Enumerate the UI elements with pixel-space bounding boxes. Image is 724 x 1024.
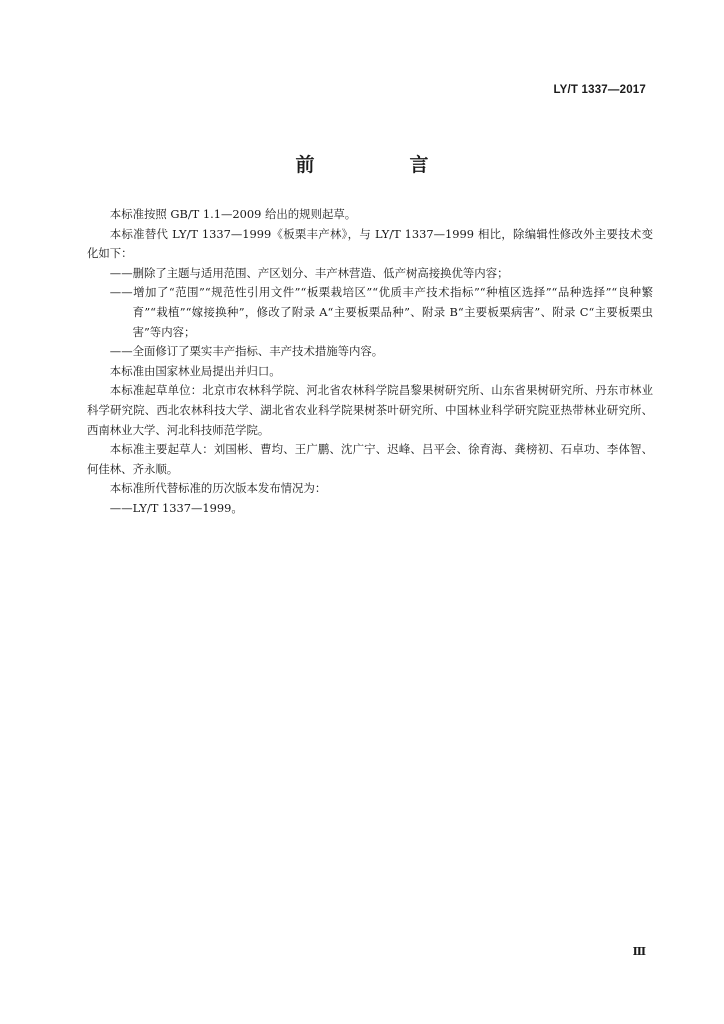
paragraph-drafting-units: 本标准起草单位：北京市农林科学院、河北省农林科学院昌黎果树研究所、山东省果树研究所、丹东市林业科学研究院、西北农林科技大学、湖北省农业科学院果树茶叶研究所、中国林业科学研究院亚热带林业研究所、西南林业大学、河北科技师范学院。 — [87, 383, 653, 437]
paragraph-history-intro: 本标准所代替标准的历次版本发布情况为： — [109, 481, 327, 496]
paragraph-proposed-by: 本标准由国家林业局提出并归口。 — [109, 363, 281, 378]
document-body — [87, 205, 653, 519]
paragraph-drafters: 本标准主要起草人：刘国彬、曹均、王广鹏、沈广宁、迟峰、吕平会、徐育海、龚榜初、石卓功、李体智、何佳林、齐永顺。 — [87, 442, 653, 476]
change-item-added: ——增加了“范围”“规范性引用文件”“板栗栽培区”“优质丰产技术指标”“种植区选择”“品种选择”“良种繁育”“栽植”“嫁接换种”，修改了附录 A“主要板栗品种”、附录 B“主要板栗病害”、附录 C“主要板栗虫害”等内容； — [109, 285, 653, 339]
paragraph-drafting-rules: 本标准按照 GB/T 1.1—2009 给出的规则起草。 — [109, 207, 357, 221]
standard-code: LY/T 1337—2017 — [553, 84, 646, 96]
paragraph-replacement: 本标准替代 LY/T 1337—1999《板栗丰产林》，与 LY/T 1337—1999 相比，除编辑性修改外主要技术变化如下： — [87, 226, 653, 261]
history-item: ——LY/T 1337—1999。 — [109, 500, 243, 515]
page-number: Ⅲ — [632, 946, 646, 958]
page-title: 前 言 — [295, 154, 467, 176]
change-item-deleted: ——删除了主题与适用范围、产区划分、丰产林营造、低产树高接换优等内容； — [109, 265, 509, 280]
change-item-revised: ——全面修订了栗实丰产指标、丰产技术措施等内容。 — [109, 344, 384, 359]
